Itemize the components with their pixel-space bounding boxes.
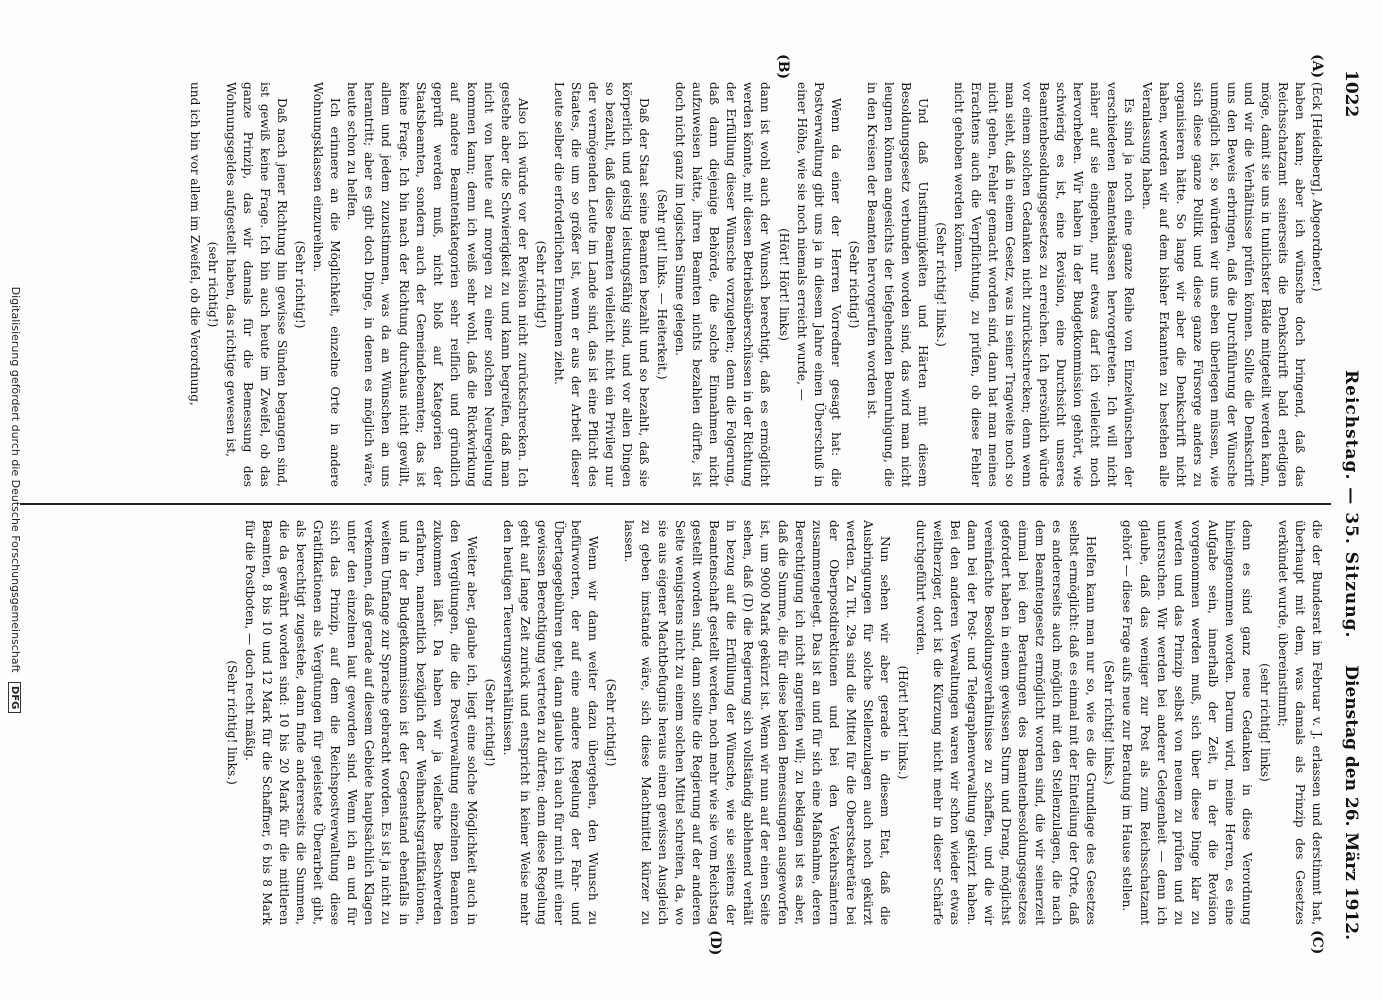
- left-column: [186, 82, 1325, 487]
- interjection: (sehr richtig! links): [1257, 663, 1272, 782]
- interjection: (Sehr richtig! links.): [933, 222, 948, 347]
- margin-mark-b: (B): [775, 54, 791, 80]
- paragraph: Weiter aber, glaube ich, liegt eine solche Möglichkeit auch in den Vergütungen, die die Postverwaltung einzelnen Beamten zukommen läßt. Da haben wir ja vielfache Beschwerden erfahren, namentlich bezüglich der Weihnachtsgratifikationen, und in der Budgetkommission ist der Gegenstand ebenfalls in weitem Umfange zur Sprache gebracht worden. Es ist ja nicht zu verkennen, daß gerade auf diesem Gebiete hauptsächlich Klagen unter den einzelnen laut geworden sind. Wenn ich an und für sich das Prinzip, auf dem die Reichspostverwaltung diese Gratifikationen als Vergütungen für geleistete Überarbeit gibt, als berechtigt zugestehe, dann finde andererseits die Summen, die da gewährt worden sind: 10 bis 20 Mark für die mittleren Beamten, 8 bis 10 und 12 Mark für die Schaffner, 6 bis 8 Mark für die Postboten, — doch recht mäßig.: [243, 520, 479, 925]
- paragraph: Wenn da einer der Herren Vorredner gesagt hat: die Postverwaltung gibt uns ja in diesem Jahre einen Überschuß in einer Höhe, wie sie noch niemals erreicht wurde, —: [794, 82, 843, 487]
- paragraph: denn es sind ganz neue Gedanken in diese Verordnung hineingenommen worden. Darum wird, meine Herren, es eine Aufgabe sein, innerhalb der Zeit, in der die Revision vorgenommen werden muß, sich über diese Dinge klar zu werden und das Prinzip selbst von neuem zu prüfen und zu untersuchen. Wir werden bei anderer Gelegenheit — denn ich glaube, daß das weniger zur Post als zum Reichsschatzamt gehört — diese Frage aufs neue zur Beratung im Hause stellen.: [1120, 520, 1254, 925]
- interjection: (Sehr gut! links. — Heiterkeit.): [655, 189, 670, 380]
- margin-mark-d: (D): [707, 930, 723, 956]
- paragraph: Es sind ja noch eine ganze Reihe von Einzelwünschen der verschiedenen Beamtenklassen hervorgetreten. Ich will nicht näher auf sie eingehen, nur etwas darf ich vielleicht noch hervorheben. Wir haben in der Budgetkommission gehört, wie schwierig es ist, eine Revision, eine Durchsicht unseres Beamtenbesoldungsgesetzes zu erreichen. Ich persönlich würde vor einem solchen Gedanken nicht zurückschrecken; denn wenn man sieht, daß in einem Gesetz, was in seiner Tragweite noch so nicht gehen, Fehler gemacht worden sind, dann hat man meines Erachtens auch die Verpflichtung, zu prüfen, ob diese Fehler nicht gehoben werden können.: [952, 82, 1137, 487]
- paragraph: Also ich würde vor der Revision nicht zurückschrecken. Ich gestehe aber die Schwierigkeit zu und kann begreifen, daß man nicht von heute auf morgen zu einer solchen Neuregelung kommen kann; denn ich weiß sehr wohl, daß die Rückwirkung auf andere Beamtenkategorien sehr reiflich und gründlich geprüft werden muß, nicht bloß auf Kategorien der Staatsbeamten, sondern auch der Gemeindebeamten; das ist keine Frage. Ich bin nach der Richtung durchaus nicht gewillt, allem und jedem zuzustimmen, was da an Wünschen an uns herantritt; aber es gibt doch Dinge, in denen es möglich wäre, heute schon zu helfen.: [345, 82, 530, 487]
- margin-mark-a: (A): [1309, 54, 1325, 79]
- column-divider: [20, 503, 1331, 505]
- funding-note: Digitalisierung gefördert durch die Deutsche Forschungsgemeinschaft: [9, 286, 22, 673]
- page-title: Reichstag. — 35. Sitzung.: [1341, 370, 1361, 639]
- interjection: (Hört! Hört! links): [776, 228, 791, 341]
- interjection: (Sehr richtig!): [846, 240, 861, 329]
- paragraph: Ich erinnere an die Möglichkeit, einzelne Orte in andere Wohnungsklassen einzureihen.: [311, 82, 343, 487]
- page-header: [1331, 70, 1361, 940]
- paragraph: Daß nach jener Richtung hin gewisse Sünden begangen sind, ist gewiß keine Frage. Ich bin auch heute im Zweifel, ob das ganze Prinzip, das wir damals für die Bemessung des Wohnungsgeldes aufgestellt haben, das richtige gewesen ist,: [224, 82, 290, 487]
- interjection: (Sehr richtig!): [604, 678, 619, 767]
- paragraph: Wenn wir dann weiter dazu übergehen, den Wunsch zu befürworten, der auf eine andere Regelung der Fahr- und Übertagegebühren geht, dann glaube ich auch für mich mit einer gewissen Berechtigung vertreten zu dürfen; denn diese Regelung geht auf lange Zeit zurück und entspricht in keiner Weise mehr den heutigen Teuerungsverhältnissen.: [500, 520, 601, 925]
- paragraph: Daß der Staat seine Beamten bezahlt und so bezahlt, daß sie körperlich und geistig leistungsfähig sind, und vor allen Dingen so bezahlt, daß diese Beamten vielleicht nicht ein Privileg nur der vermögenden Leute im Lande sind, das ist eine Pflicht des Staates, die um so größer ist, wenn er aus der Arbeit dieser Leute selber die erforderlichen Einnahmen zieht.: [551, 82, 652, 487]
- session-date: Dienstag den 26. März 1912.: [1341, 665, 1361, 940]
- paragraph: und ich bin vor allem im Zweifel, ob die Verordnung,: [187, 82, 202, 406]
- interjection: (Sehr richtig!): [293, 240, 308, 329]
- paragraph: Nun sehen wir aber gerade in diesem Etat, daß die Ausbringungen für solche Stellenzulagen auch noch gekürzt werden. Zu Tit. 29a sind die Mittel für die Oberstsekretäre bei der Oberpostdirektionen und bei den Verkehrsämtern zusammengelegt. Das ist an und für sich eine Maßnahme, deren Berechtigung ich nicht angreifen will; zu beklagen ist es aber, daß die Summe, die für diese beiden Bemessungen ausgeworfen ist, um 9000 Mark gekürzt ist. Wenn wir nun auf der einen Seite sehen, daß (D) die Regierung sich vollständig ablehnend verhält in bezug auf die Erfüllung der Wünsche, wie sie seitens der Beamtenschaft gestellt werden, noch mehr wie sie vom Reichstag gestellt worden sind, dann sollte die Regierung auf der anderen Seite wenigstens nicht zu einem solchen Mittel schreiten, da, wo sie aus eigener Machtbefugnis heraus einen gewissen Ausgleich zu geben imstande wäre, sich diese Machtmittel kürzer zu lassen.: [622, 520, 892, 925]
- paragraph: Und daß Unstimmigkeiten und Härten mit diesem Besoldungsgesetz verbunden worden sind, das wird man nicht leugnen können angesichts der tiefgehenden Beunruhigung, die in den Kreisen der Beamten hervorgerufen worden ist.: [864, 82, 930, 487]
- paragraph: haben kann; aber ich wünsche doch bringend, daß das Reichsschatzamt seinerseits die Denkschrift bald erledigen möge, damit sie uns in tunlichster Bälde mitgeteilt werden kann, und wir die Verhältnisse prüfen können. Sollte die Denkschrift uns den Beweis erbringen, daß die Durchführung der Wünsche unmöglich ist, so würden wir uns eben überlegen müssen, wie sich diese ganze Politik und diese ganze Fürsorge anders zu organisieren hätte. So lange wir aber die Denkschrift nicht haben, werden wir auf dem bisher Erkannten zu bestehen alle Veranlassung haben.: [1139, 82, 1307, 487]
- paragraph: die der Bundesrat im Februar v. J. erlassen und derstimmt hat, überhaupt mit dem, was damals als Prinzip des Gesetzes verkündet wurde, übereinstimmt;: [1275, 520, 1324, 925]
- interjection: (Hört! hört! links.): [895, 665, 910, 780]
- paragraph: Helfen kann man nur so, wie es die Grundlage des Gesetzes selbst ermöglicht: daß es einmal mit der Einteilung der Orte, daß es andererseits auch möglich mit den Stellenzulagen, die nach dem Beamtengesetz ermöglicht worden sind, die wir seinerzeit einmal bei den Beratungen des Beamtenbesoldungsgesetzes gefordert haben in einem gewissen Sturm und Drang, möglichst vereinfachte Besoldungsverhältnisse zu schaffen, und die wir dann bei der Post- und Telegraphenverwaltung gekürzt haben. Bei den anderen Verwaltungen waren wir schon wieder etwas weitherziger, dort ist die Kürzung nicht mehr in dieser Schärfe durchgeführt worden.: [913, 520, 1099, 925]
- dfg-logo: DFG: [8, 682, 21, 713]
- interjection: (Sehr richtig! links.): [225, 660, 240, 785]
- right-column: [222, 520, 1325, 925]
- interjection: (Sehr richtig!): [533, 240, 548, 329]
- speaker-line: (Eck [Heidelberg], Abgeordneter.): [1310, 82, 1324, 292]
- page-number: 1022: [1341, 70, 1361, 118]
- margin-mark-c: (C): [1309, 930, 1325, 955]
- paragraph: dann ist wohl auch der Wunsch berechtigt, daß es ermöglicht werden könnte, mit diesen Betriebsüberschüssen in der Richtung der Erfüllung dieser Wünsche vorzugehen; denn die Folgerung, daß dann diejenige Behörde, die solche Einnahmen nicht aufzuweisen hätte, ihren Beamten nichts bezahlen dürfte, ist doch nicht ganz im logischen Sinne gelegen.: [673, 82, 773, 487]
- interjection: (sehr richtig!): [206, 241, 220, 328]
- digitization-notice: [8, 0, 22, 1000]
- interjection: (Sehr richtig!): [482, 678, 497, 767]
- interjection: (Sehr richtig! links.): [1102, 660, 1117, 785]
